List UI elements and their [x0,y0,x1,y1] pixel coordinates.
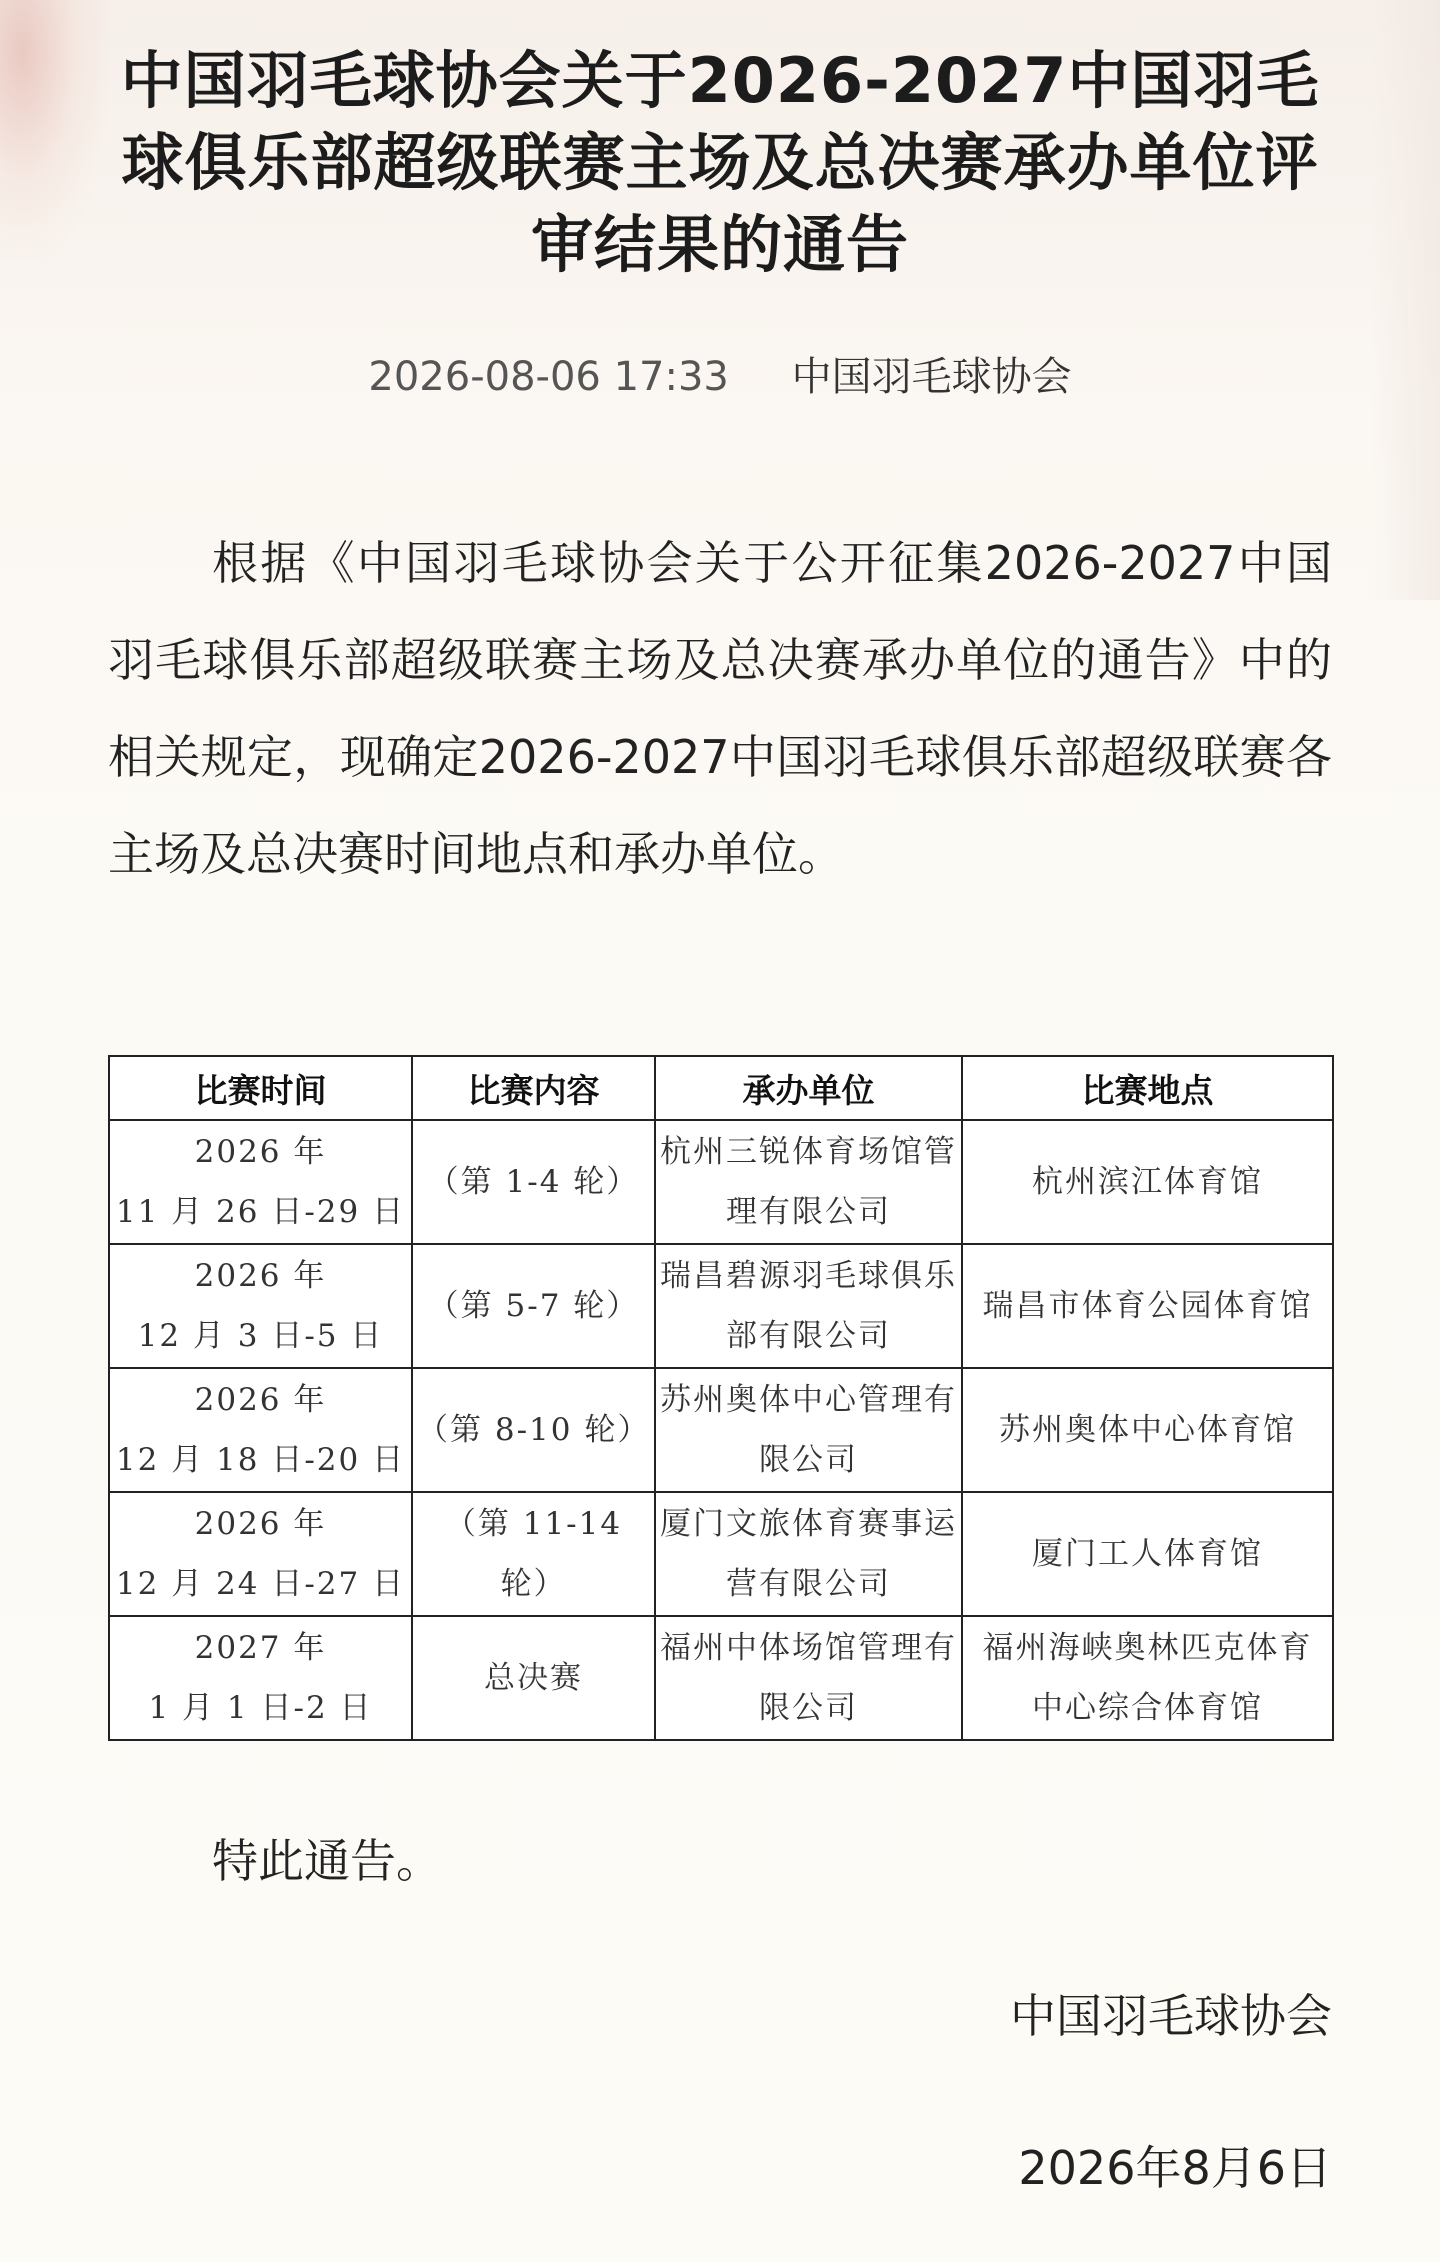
cell-venue: 瑞昌市体育公园体育馆 [962,1244,1333,1368]
table-header-row [109,1056,1333,1120]
closing-text: 特此通告。 [212,1834,442,1888]
cell-organizer: 厦门文旅体育赛事运营有限公司 [655,1492,962,1616]
table-row [109,1244,1333,1368]
cell-content: （第 11-14 轮） [412,1492,655,1616]
cell-organizer: 福州中体场馆管理有限公司 [655,1616,962,1740]
table-row [109,1120,1333,1244]
cell-venue: 苏州奥体中心体育馆 [962,1368,1333,1492]
header-organizer: 承办单位 [655,1056,962,1120]
page-title: 中国羽毛球协会关于2026-2027中国羽毛球俱乐部超级联赛主场及总决赛承办单位评审结果的通告 [120,44,1320,281]
cell-venue: 福州海峡奥林匹克体育中心综合体育馆 [962,1616,1333,1740]
cell-content: （第 1-4 轮） [412,1120,655,1244]
decorative-edge-shade [1370,0,1440,600]
header-content: 比赛内容 [412,1056,655,1120]
table-row [109,1368,1333,1492]
cell-time: 2027 年 1 月 1 日-2 日 [109,1616,412,1740]
header-venue: 比赛地点 [962,1056,1333,1120]
cell-content: （第 5-7 轮） [412,1244,655,1368]
table-row [109,1616,1333,1740]
publish-datetime: 2026-08-06 17:33 [368,354,729,400]
signature: 中国羽毛球协会 [1010,1989,1332,2043]
cell-organizer: 瑞昌碧源羽毛球俱乐部有限公司 [655,1244,962,1368]
cell-organizer: 苏州奥体中心管理有限公司 [655,1368,962,1492]
cell-time: 2026 年 12 月 24 日-27 日 [109,1492,412,1616]
body-paragraph: 根据《中国羽毛球协会关于公开征集2026-2027中国羽毛球俱乐部超级联赛主场及总决赛承办单位的通告》中的相关规定，现确定2026-2027中国羽毛球俱乐部超级联赛各主场及总决赛时间地点和承办单位。 [108,536,1332,881]
decorative-corner-image [0,0,110,260]
schedule-table [108,1055,1334,1741]
cell-content: 总决赛 [412,1616,655,1740]
article-meta [0,345,1440,402]
cell-time: 2026 年 12 月 3 日-5 日 [109,1244,412,1368]
header-time: 比赛时间 [109,1056,412,1120]
table-row [109,1492,1333,1616]
publish-source[interactable]: 中国羽毛球协会 [791,354,1072,400]
cell-time: 2026 年 12 月 18 日-20 日 [109,1368,412,1492]
signature-date: 2026年8月6日 [1018,2141,1332,2195]
cell-content: （第 8-10 轮） [412,1368,655,1492]
cell-venue: 厦门工人体育馆 [962,1492,1333,1616]
cell-venue: 杭州滨江体育馆 [962,1120,1333,1244]
cell-time: 2026 年 11 月 26 日-29 日 [109,1120,412,1244]
cell-organizer: 杭州三锐体育场馆管理有限公司 [655,1120,962,1244]
